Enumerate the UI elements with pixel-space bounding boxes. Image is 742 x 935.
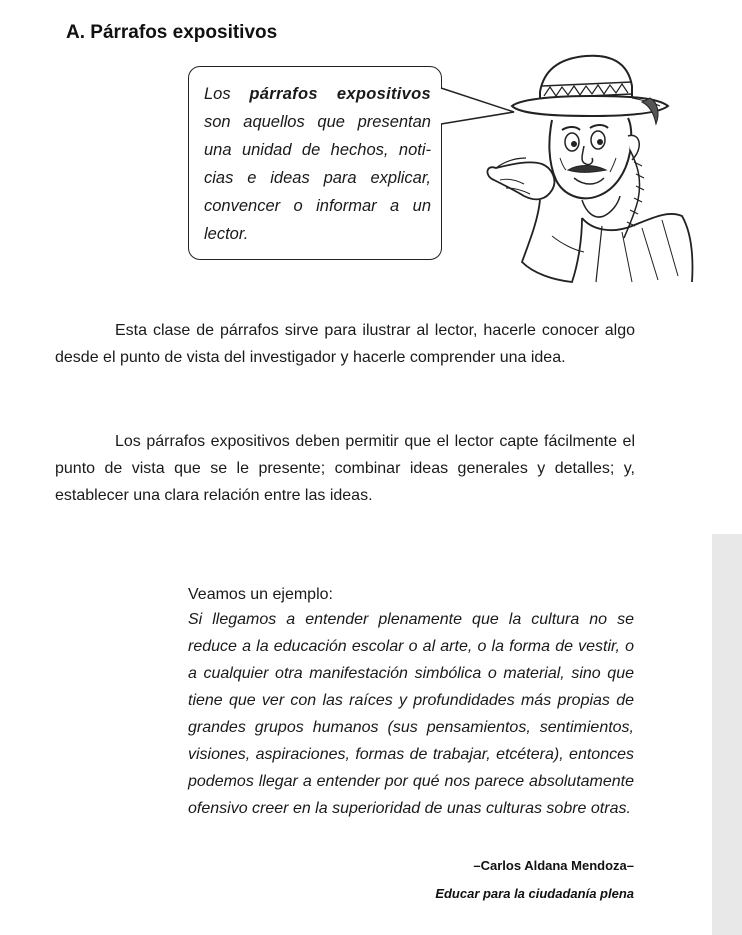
body-paragraph-2: Los párrafos expositivos deben permitir que el lector capte fácilmente el punto de vista que se le presente; combinar ideas generales y detalles; y, establecer una clara relación entre las ideas. (55, 433, 635, 504)
bubble-term: párrafos expositivos (249, 85, 432, 103)
example-intro: Veamos un ejemplo: (188, 586, 333, 603)
quote-author: –Carlos Aldana Mendoza– (473, 858, 634, 873)
speech-bubble (188, 66, 442, 260)
man-with-hat-illustration-icon (482, 40, 697, 285)
page-edge-band (712, 534, 742, 935)
example-quote: Si llegamos a entender plenamente que la cultura no se reduce a la educación escolar o al arte, o la forma de vestir, o a cualquier otra manifestación simbólica o material, sino que tiene que ver con las raíces y profundidades más propias de grandes grupos humanos (sus pensamientos, sentimientos, visiones, aspiraciones, formas de trabajar, etcétera), entonces podemos llegar a entender por qué nos parece absolutamente ofensivo creer en la superioridad de unas culturas sobre otras. (188, 611, 634, 817)
bubble-lead: Los (204, 85, 250, 103)
bubble-rest: son aquellos que presentan una unidad de hechos, noticias e ideas para explicar, convencer o informar a un lector. (204, 113, 431, 243)
quote-source: Educar para la ciudadanía plena (435, 886, 634, 901)
body-paragraph-1: Esta clase de párrafos sirve para ilustrar al lector, hacerle conocer algo desde el punto de vista del investigador y hacerle comprender una idea. (55, 322, 635, 366)
section-heading: A. Párrafos expositivos (66, 22, 278, 43)
